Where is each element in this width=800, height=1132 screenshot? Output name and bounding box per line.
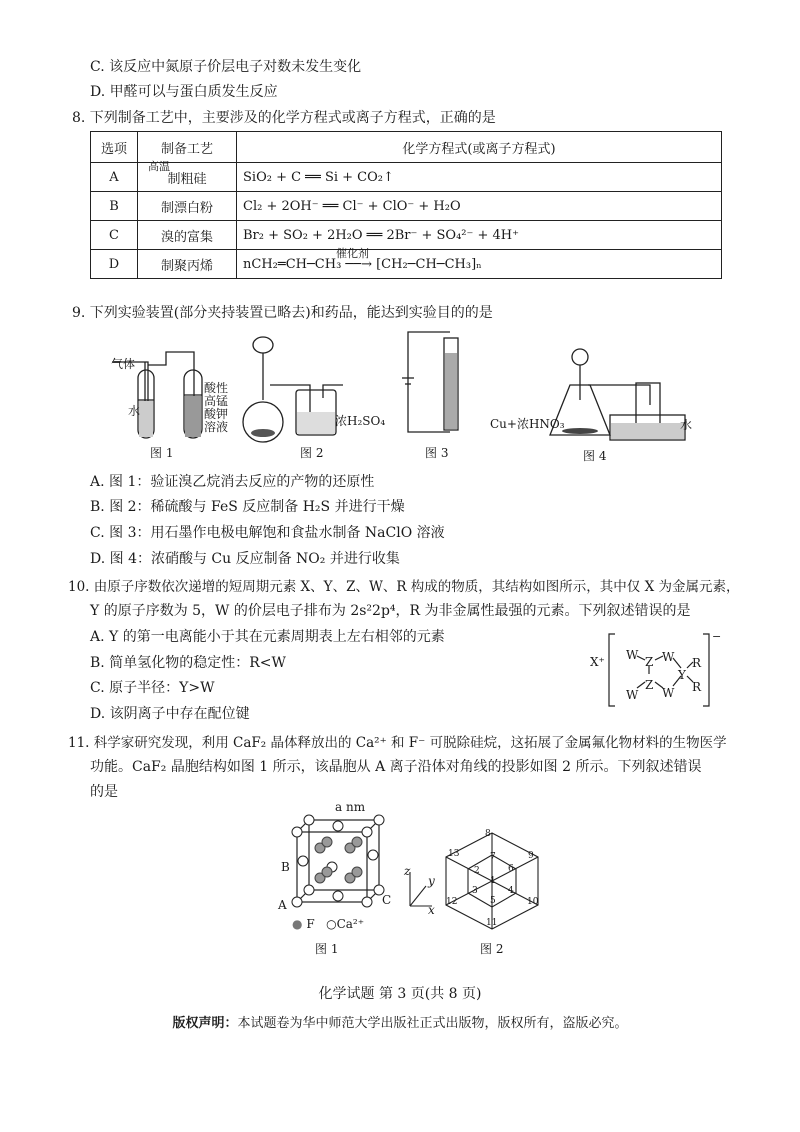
copyright-text: 本试题卷为华中师范大学出版社正式出版物，版权所有，盗版必究。 (237, 1016, 628, 1031)
q9-figure-3 (398, 328, 478, 438)
table-header-row (91, 132, 722, 163)
q7-option-c: C. 该反应中氮原子价层电子对数未发生变化 (90, 59, 362, 75)
row-option: B (91, 192, 138, 221)
q10-atom-w: W (662, 650, 675, 664)
axis-z: z (404, 864, 411, 878)
row-process: 制粗硅 (138, 163, 237, 192)
reagent-line: 酸性 (204, 381, 229, 395)
fig1-label-a: A (278, 898, 287, 912)
q10-atom-z: Z (645, 678, 654, 692)
q10-stem-line-2: Y 的原子序数为 5，W 的价层电子排布为 2s²2p⁴，R 为非金属性最强的元素。下列叙述错误的是 (90, 603, 691, 619)
reaction-condition: 催化剂 (335, 247, 369, 260)
copyright-label: 版权声明： (172, 1016, 238, 1031)
q11-stem-line-2: 功能。CaF₂ 晶胞结构如图 1 所示，该晶胞从 A 离子沿体对角线的投影如图 2 所示。下列叙述错误 (90, 759, 702, 775)
q8-stem: 8. 下列制备工艺中，主要涉及的化学方程式或离子方程式，正确的是 (72, 110, 496, 126)
q10-anion-charge: − (712, 630, 722, 643)
axis-x: x (428, 903, 435, 917)
fig4-caption: 图 4 (583, 449, 607, 463)
q10-atom-r: R (692, 680, 702, 694)
fig2-acid-label: 浓H₂SO₄ (335, 414, 386, 428)
fig2-caption: 图 2 (480, 942, 504, 956)
header-equation: 化学方程式(或离子方程式) (237, 132, 722, 163)
q11-stem-line-3: 的是 (90, 784, 118, 800)
q10-option-d: D. 该阴离子中存在配位键 (90, 706, 250, 722)
row-equation (237, 192, 722, 221)
projection-node: 9 (528, 851, 534, 861)
fig1-dimension-label: a nm (335, 800, 366, 814)
fig3-caption: 图 3 (425, 446, 449, 460)
q10-option-a: A. Y 的第一电离能小于其在元素周期表上左右相邻的元素 (90, 629, 445, 645)
equation-text: Br₂ + SO₂ + 2H₂O ══ 2Br⁻ + SO₄²⁻ + 4H⁺ (243, 227, 519, 243)
fig1-gas-label: 气体 (111, 357, 136, 371)
row-process: 溴的富集 (138, 221, 237, 250)
projection-node: 1 (490, 876, 496, 886)
legend-ca-text: Ca²⁺ (336, 917, 365, 931)
projection-node: 11 (486, 918, 498, 928)
q9-option-a: A. 图 1：验证溴乙烷消去反应的产物的还原性 (90, 474, 375, 490)
row-process: 制漂白粉 (138, 192, 237, 221)
reaction-condition: 高温 (148, 160, 171, 173)
reagent-line: 酸钾 (204, 407, 229, 421)
projection-node: 13 (448, 849, 460, 859)
projection-node: 3 (472, 886, 478, 896)
fig1-label-c: C (382, 893, 392, 907)
legend-f-text: F (306, 917, 315, 931)
row-equation (237, 221, 722, 250)
equation-text: nCH₂═CH─CH₃ ──→ [CH₂─CH─CH₃]ₙ (243, 257, 482, 272)
copyright-notice (0, 1012, 800, 1031)
q10-atom-w: W (662, 686, 675, 700)
table-row (91, 192, 722, 221)
projection-node: 8 (485, 829, 491, 839)
q10-structure-diagram (575, 630, 725, 710)
row-equation (237, 247, 722, 279)
q8-equation-table (90, 131, 722, 279)
fig1-label-b: B (281, 860, 290, 874)
fig2-caption: 图 2 (300, 446, 324, 460)
fig1-caption: 图 1 (315, 942, 339, 956)
equation-text: SiO₂ + C ══ Si + CO₂↑ (243, 170, 394, 185)
q9-figure-2 (238, 330, 348, 445)
table-row (91, 250, 722, 279)
table-row (91, 163, 722, 192)
q10-atom-w: W (626, 688, 639, 702)
fig4-reactants-label: Cu+浓HNO₃ (490, 417, 565, 431)
q10-atom-y: Y (678, 668, 686, 682)
fig1-caption: 图 1 (150, 446, 174, 460)
q10-stem-line-1: 10. 由原子序数依次递增的短周期元素 X、Y、Z、W、R 构成的物质，其结构如图所示，其中仅 X 为金属元素， (68, 579, 740, 595)
q10-atom-w: W (626, 648, 639, 662)
projection-node: 7 (490, 852, 496, 862)
q10-atom-r: R (692, 656, 702, 670)
row-option: C (91, 221, 138, 250)
calcium-legend-icon: ○ (326, 917, 337, 931)
row-option: A (91, 163, 138, 192)
q9-option-c: C. 图 3：用石墨作电极电解饱和食盐水制备 NaClO 溶液 (90, 525, 445, 541)
axis-y: y (428, 874, 435, 888)
fig4-water-label: 水 (680, 418, 693, 432)
reagent-line: 溶液 (204, 420, 229, 434)
row-process: 制聚丙烯 (138, 250, 237, 279)
projection-node: 10 (527, 897, 539, 907)
q9-stem: 9. 下列实验装置(部分夹持装置已略去)和药品，能达到实验目的的是 (72, 305, 493, 321)
q11-stem-line-1: 11. 科学家研究发现，利用 CaF₂ 晶体释放出的 Ca²⁺ 和 F⁻ 可脱除硅烷，这拓展了金属氟化物材料的生物医学 (68, 735, 727, 751)
row-option: D (91, 250, 138, 279)
reagent-line: 高锰 (204, 394, 229, 408)
fluoride-legend-icon: ● (292, 917, 303, 931)
q10-cation: X⁺ (590, 655, 605, 669)
projection-node: 4 (508, 886, 514, 896)
equation-text: Cl₂ + 2OH⁻ ══ Cl⁻ + ClO⁻ + H₂O (243, 198, 461, 214)
q11-figure-1-unit-cell (275, 812, 390, 917)
q7-option-d: D. 甲醛可以与蛋白质发生反应 (90, 84, 278, 100)
projection-node: 2 (474, 866, 480, 876)
header-option: 选项 (91, 132, 138, 163)
projection-node: 12 (446, 897, 458, 907)
header-process: 制备工艺 (138, 132, 237, 163)
page-footer: 化学试题 第 3 页(共 8 页) (318, 986, 482, 1002)
q9-option-d: D. 图 4：浓硝酸与 Cu 反应制备 NO₂ 并进行收集 (90, 551, 400, 567)
q10-atom-z: Z (645, 655, 654, 669)
q9-option-b: B. 图 2：稀硫酸与 FeS 反应制备 H₂S 并进行干燥 (90, 499, 405, 515)
q10-option-b: B. 简单氢化物的稳定性：R<W (90, 655, 286, 671)
q10-option-c: C. 原子半径：Y>W (90, 680, 215, 696)
table-row (91, 221, 722, 250)
fig1-reagent-label (204, 382, 228, 434)
projection-node: 5 (490, 896, 496, 906)
fig1-legend (292, 917, 364, 931)
projection-node: 6 (508, 864, 514, 874)
fig1-water-label: 水 (128, 404, 141, 418)
